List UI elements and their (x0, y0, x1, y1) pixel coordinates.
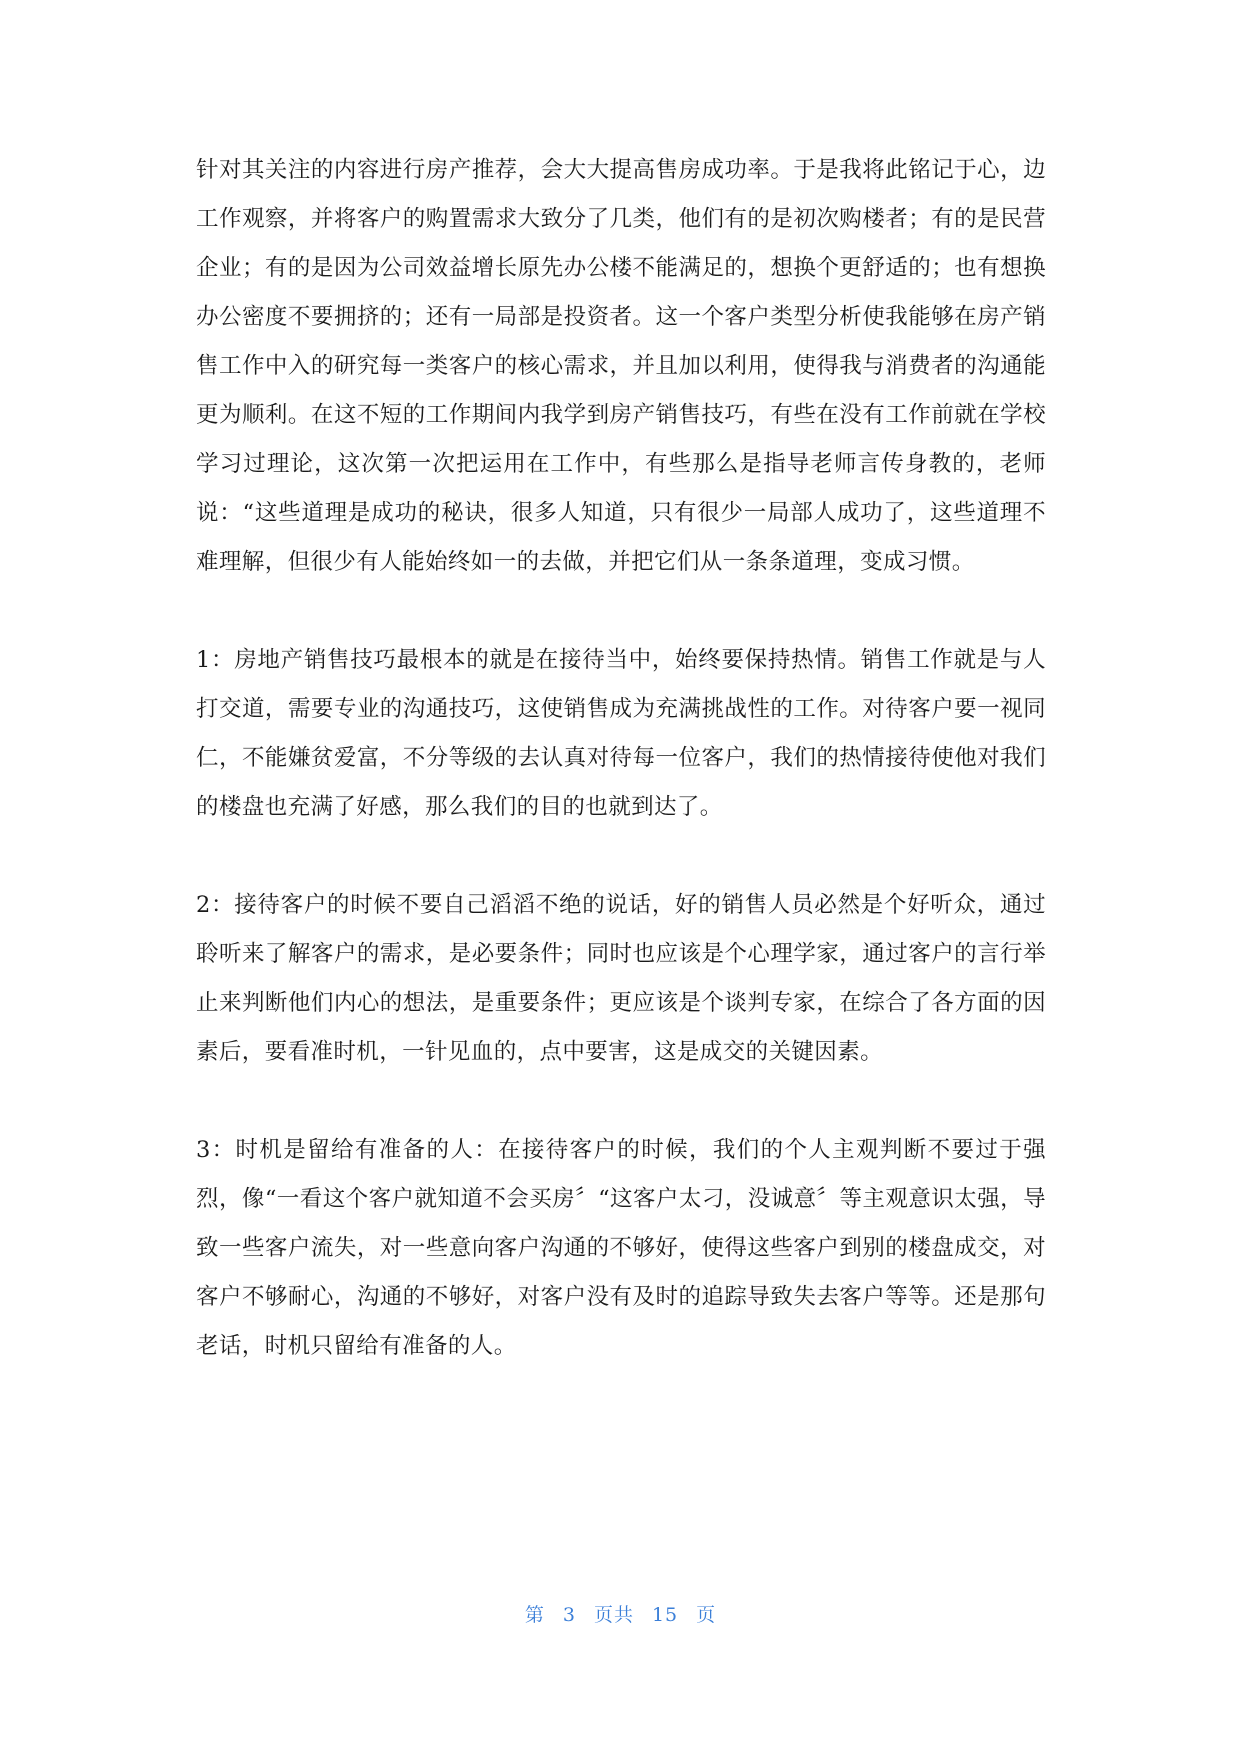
paragraph-spacer (196, 832, 1046, 881)
paragraph-tip-2: 2：接待客户的时候不要自己滔滔不绝的说话，好的销售人员必然是个好听众，通过聆听来了解客户的需求，是必要条件；同时也应该是个心理学家，通过客户的言行举止来判断他们内心的想法，是重要条件；更应该是个谈判专家，在综合了各方面的因素后，要看准时机，一针见血的，点中要害，这是成交的关键因素。 (196, 892, 1046, 1065)
footer-total-pages: 15 (651, 1604, 679, 1626)
footer-suffix: 页 (696, 1604, 717, 1626)
footer-prefix: 第 (524, 1604, 545, 1626)
document-body (196, 146, 1046, 1371)
paragraph-tip-3: 3：时机是留给有准备的人：在接待客户的时候，我们的个人主观判断不要过于强烈，像“一看这个客户就知道不会买房〞“这客户太刁，没诚意〞等主观意识太强，导致一些客户流失，对一些意向客户沟通的不够好，使得这些客户到别的楼盘成交，对客户不够耐心，沟通的不够好，对客户没有及时的追踪导致失去客户等等。还是那句老话，时机只留给有准备的人。 (196, 1137, 1046, 1359)
paragraph-spacer (196, 587, 1046, 636)
paragraph-intro: 针对其关注的内容进行房产推荐，会大大提高售房成功率。于是我将此铭记于心，边工作观察，并将客户的购置需求大致分了几类，他们有的是初次购楼者；有的是民营企业；有的是因为公司效益增长原先办公楼不能满足的，想换个更舒适的；也有想换办公密度不要拥挤的；还有一局部是投资者。这一个客户类型分析使我能够在房产销售工作中入的研究每一类客户的核心需求，并且加以利用，使得我与消费者的沟通能更为顺利。在这不短的工作期间内我学到房产销售技巧，有些在没有工作前就在学校学习过理论，这次第一次把运用在工作中，有些那么是指导老师言传身教的，老师说：“这些道理是成功的秘诀，很多人知道，只有很少一局部人成功了，这些道理不难理解，但很少有人能始终如一的去做，并把它们从一条条道理，变成习惯。 (196, 157, 1046, 575)
paragraph-tip-1: 1：房地产销售技巧最根本的就是在接待当中，始终要保持热情。销售工作就是与人打交道，需要专业的沟通技巧，这使销售成为充满挑战性的工作。对待客户要一视同仁，不能嫌贫爱富，不分等级的去认真对待每一位客户，我们的热情接待使他对我们的楼盘也充满了好感，那么我们的目的也就到达了。 (196, 647, 1046, 820)
footer-current-page: 3 (562, 1604, 576, 1626)
paragraph-spacer (196, 1077, 1046, 1126)
page-footer (0, 1600, 1241, 1627)
footer-middle: 页共 (593, 1604, 634, 1626)
